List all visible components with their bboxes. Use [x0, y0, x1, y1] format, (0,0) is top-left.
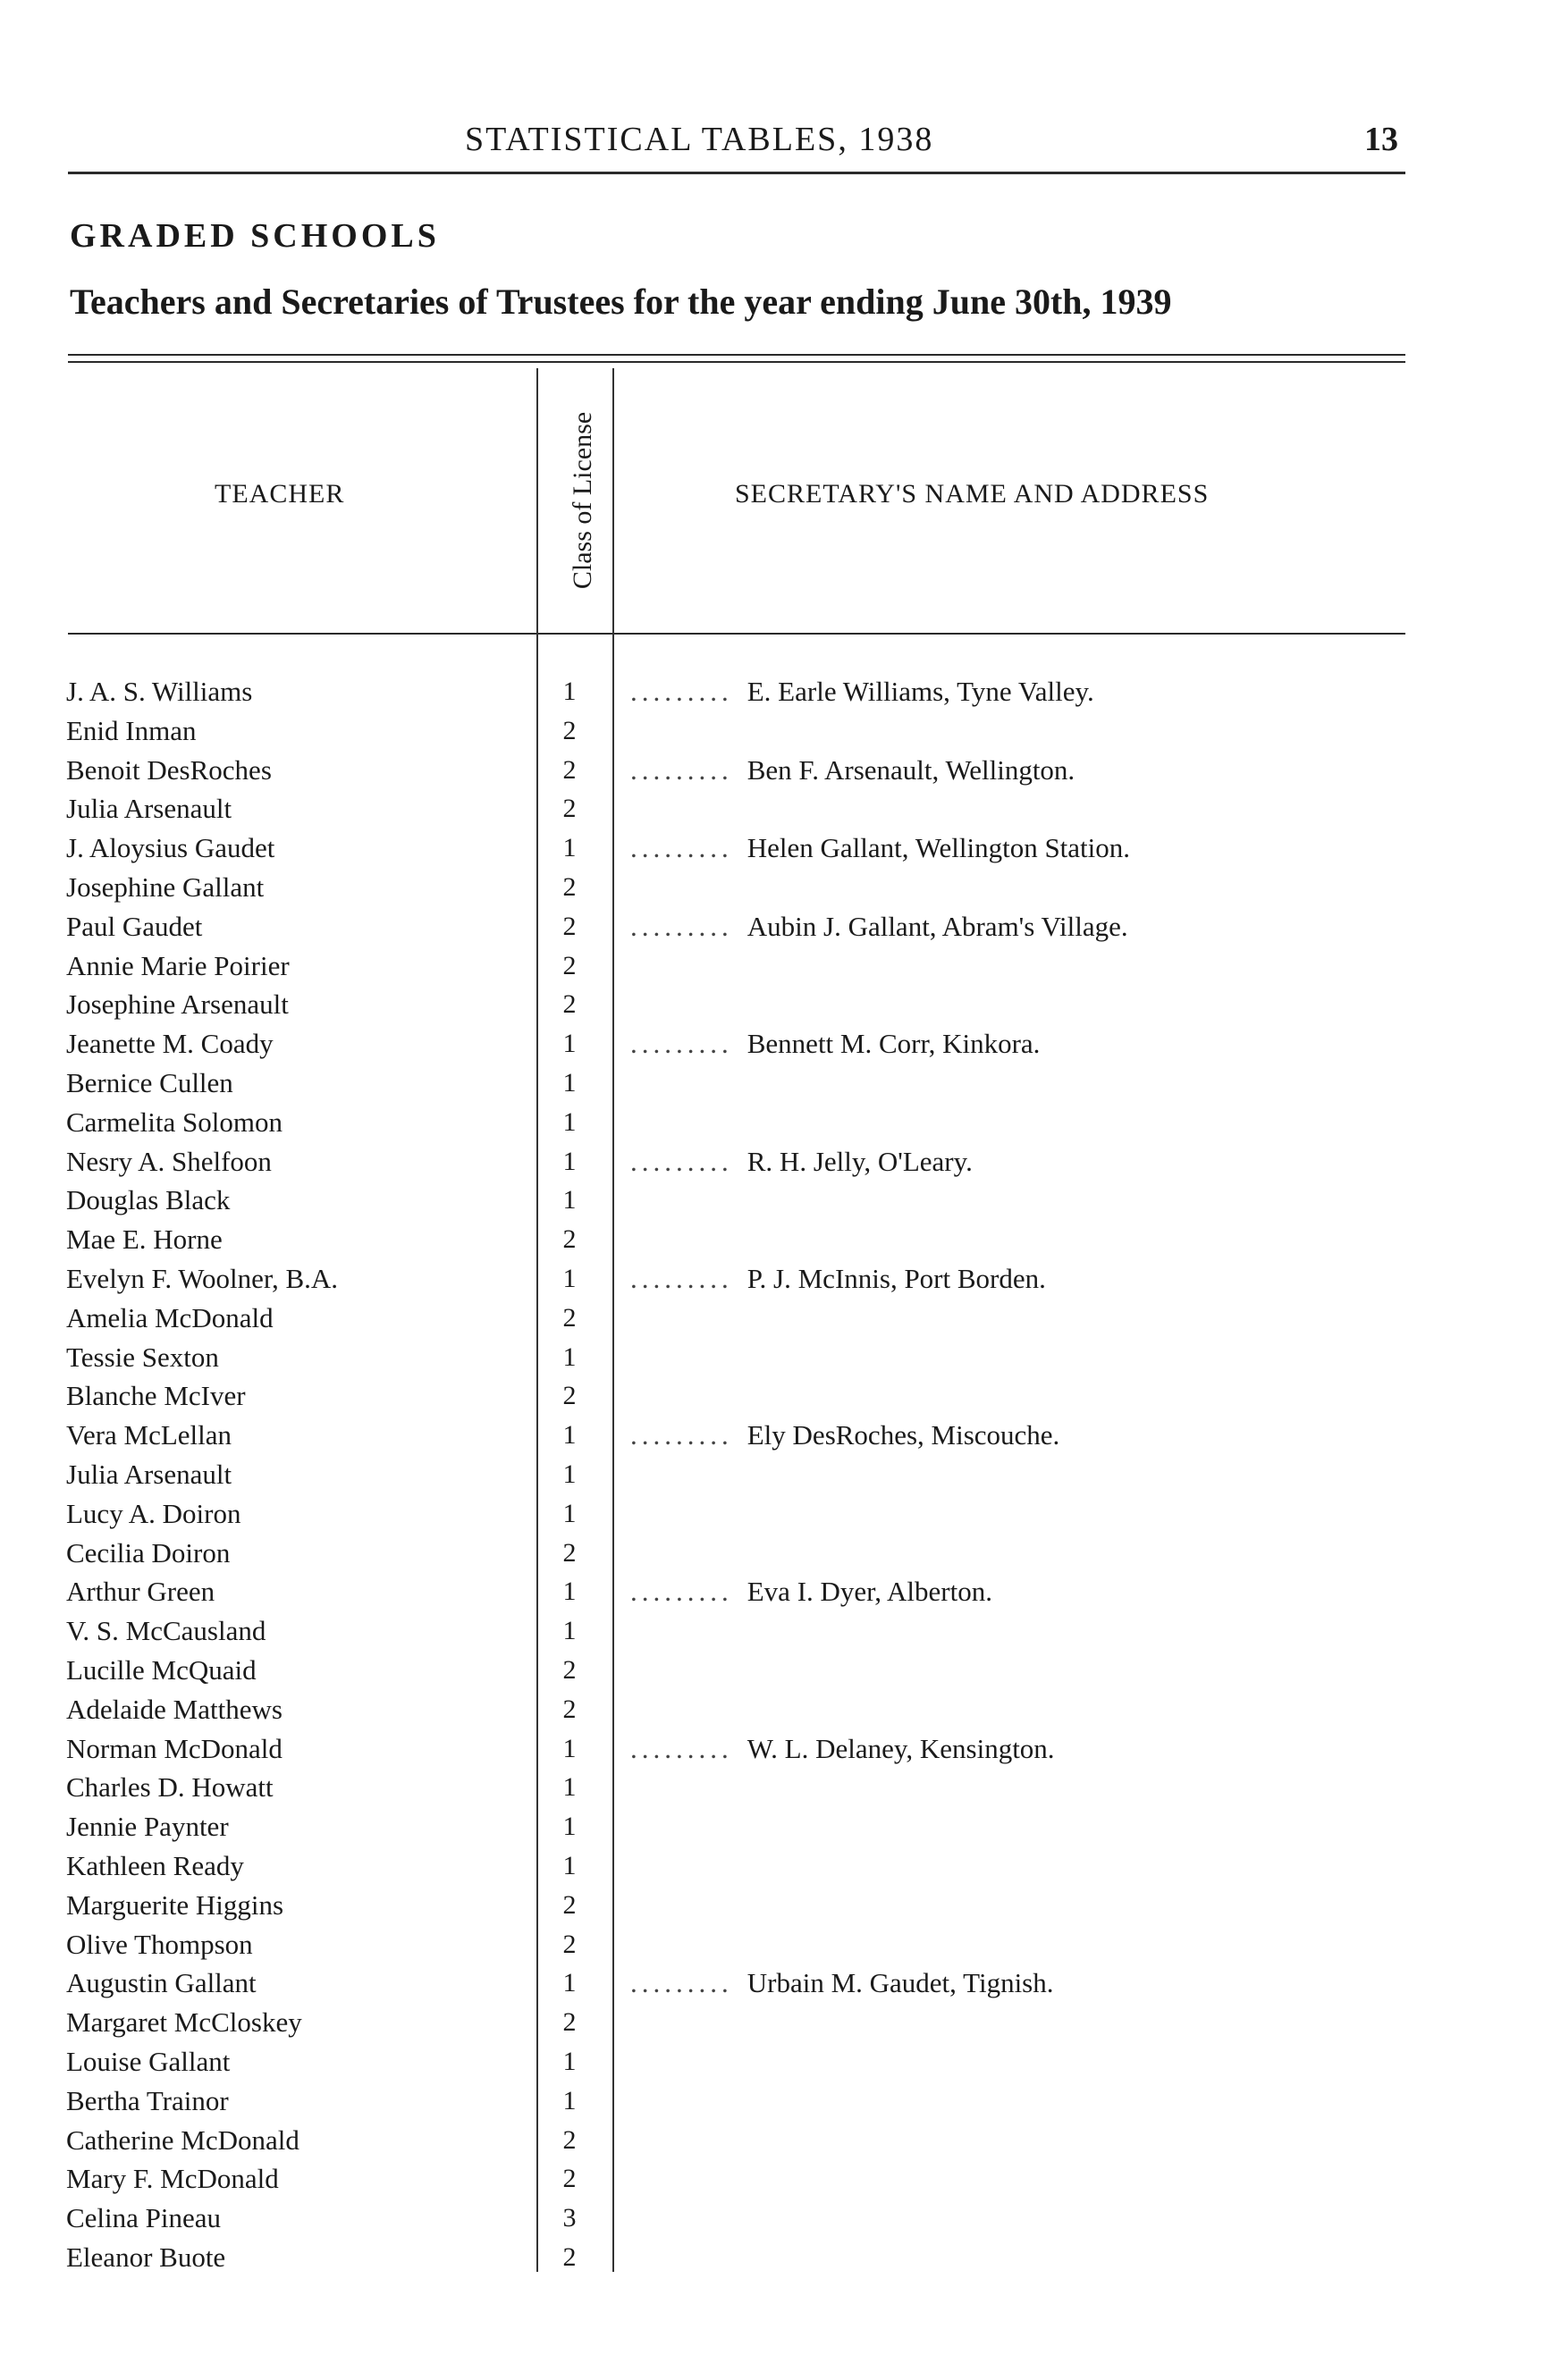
teacher-name-cell [66, 985, 522, 1024]
table-row [0, 1690, 1552, 1729]
teacher-name: Lucille McQuaid [66, 1654, 262, 1686]
secretary-name-address: R. H. Jelly, O'Leary. [746, 1145, 973, 1177]
teacher-name: Nesry A. Shelfoon [66, 1146, 277, 1177]
table-row [0, 1611, 1552, 1651]
teacher-name: Augustin Gallant [66, 1967, 262, 1998]
teacher-name-cell [66, 1024, 522, 1064]
teacher-name-cell [66, 1572, 522, 1611]
teacher-name: J. A. S. Williams [66, 676, 257, 707]
teacher-name: Arthur Green [66, 1576, 220, 1607]
teacher-name: Jeanette M. Coady [66, 1028, 279, 1059]
teacher-name: Annie Marie Poirier [66, 950, 295, 981]
license-class: 1 [562, 1616, 577, 1646]
secretary-cell [630, 1729, 1055, 1769]
running-title: STATISTICAL TABLES, 1938 [465, 121, 934, 158]
table-row [0, 2121, 1552, 2160]
leader-dots: ......... [630, 1419, 733, 1451]
secretary-cell [630, 1964, 1054, 2003]
license-class: 1 [562, 1068, 577, 1097]
teacher-name-cell [66, 1651, 522, 1690]
teacher-name-cell [66, 1064, 522, 1103]
section-subtitle: Teachers and Secretaries of Trustees for the year ending June 30th, 1939 [70, 282, 1172, 322]
secretary-name-address: P. J. McInnis, Port Borden. [746, 1263, 1046, 1294]
teacher-name: J. Aloysius Gaudet [66, 832, 280, 863]
leader-dots: ......... [630, 753, 733, 786]
secretary-cell [630, 1142, 973, 1182]
leader-dots: ......... [630, 910, 733, 942]
license-class: 2 [562, 1537, 577, 1568]
teacher-name: Bertha Trainor [66, 2085, 234, 2116]
secretary-name-address: E. Earle Williams, Tyne Valley. [746, 676, 1094, 707]
secretary-name-address: Urbain M. Gaudet, Tignish. [746, 1967, 1054, 1999]
license-class: 2 [562, 1302, 577, 1333]
license-class: 1 [562, 1968, 577, 1998]
column-header-class-of-license-label: Class of License [568, 411, 597, 590]
table-row [0, 946, 1552, 986]
table-row [0, 789, 1552, 828]
license-class: 1 [562, 1459, 577, 1489]
license-class: 1 [562, 1420, 577, 1451]
teacher-name: Cecilia Doiron [66, 1537, 235, 1568]
license-class: 2 [562, 1694, 577, 1724]
license-class: 2 [562, 1224, 577, 1255]
secretary-name-address: Ely DesRoches, Miscouche. [746, 1419, 1060, 1451]
teacher-name-cell [66, 1807, 522, 1846]
teacher-name: Mary F. McDonald [66, 2163, 284, 2194]
teacher-name: Lucy A. Doiron [66, 1498, 246, 1529]
secretary-cell [630, 1259, 1046, 1299]
leader-dots: ......... [630, 676, 733, 707]
table-row [0, 2042, 1552, 2081]
teacher-name: Julia Arsenault [66, 1459, 237, 1490]
teacher-name: Olive Thompson [66, 1929, 258, 1960]
license-class: 2 [562, 1381, 577, 1411]
table-row [0, 1259, 1552, 1299]
leader-dots: ......... [630, 1028, 733, 1060]
teacher-name: Charles D. Howatt [66, 1771, 279, 1803]
table-row [0, 985, 1552, 1024]
teacher-name: Paul Gaudet [66, 911, 207, 942]
license-class: 1 [562, 1185, 577, 1215]
teacher-name-cell [66, 946, 522, 986]
teacher-name-cell [66, 1925, 522, 1964]
secretary-name-address: Aubin J. Gallant, Abram's Village. [746, 910, 1128, 942]
table-row [0, 672, 1552, 711]
license-class: 2 [562, 2007, 577, 2038]
teacher-name-cell [66, 751, 522, 790]
license-class: 1 [562, 1106, 577, 1137]
teacher-name-cell [66, 2081, 522, 2121]
teacher-name: Blanche McIver [66, 1380, 251, 1411]
license-class: 2 [562, 794, 577, 824]
teacher-name: Celina Pineau [66, 2202, 226, 2233]
teacher-name-cell [66, 1534, 522, 1573]
table-row [0, 2159, 1552, 2199]
license-class: 1 [562, 1498, 577, 1528]
leader-dots: ......... [630, 1263, 733, 1294]
table-row [0, 2081, 1552, 2121]
teacher-name: Marguerite Higgins [66, 1889, 289, 1921]
secretary-name-address: W. L. Delaney, Kensington. [746, 1732, 1055, 1764]
table-row [0, 1651, 1552, 1690]
license-class: 1 [562, 1772, 577, 1803]
license-class: 2 [562, 754, 577, 785]
teacher-name-cell [66, 2121, 522, 2160]
license-class: 2 [562, 2124, 577, 2155]
teacher-name-cell [66, 868, 522, 907]
secretary-cell [630, 1024, 1040, 1064]
leader-dots: ......... [630, 1967, 733, 1999]
teacher-name: Julia Arsenault [66, 793, 237, 824]
column-header-secretary: SECRETARY'S NAME AND ADDRESS [735, 479, 1210, 509]
leader-dots: ......... [630, 1732, 733, 1764]
teacher-name: Jennie Paynter [66, 1811, 234, 1842]
table-row [0, 1964, 1552, 2003]
teacher-name: Kathleen Ready [66, 1850, 249, 1881]
teacher-name: Amelia McDonald [66, 1302, 279, 1333]
table-row [0, 868, 1552, 907]
license-class: 2 [562, 2242, 577, 2272]
table-row [0, 1416, 1552, 1455]
teacher-name: Louise Gallant [66, 2046, 235, 2077]
teacher-name-cell [66, 1376, 522, 1416]
teacher-name: Norman McDonald [66, 1733, 288, 1764]
license-class: 2 [562, 1929, 577, 1959]
teacher-name-cell [66, 1964, 522, 2003]
header-bottom-rule [68, 633, 1405, 635]
teacher-name: V. S. McCausland [66, 1615, 271, 1646]
teacher-name-cell [66, 907, 522, 946]
license-class: 2 [562, 872, 577, 902]
teacher-name-cell [66, 2003, 522, 2042]
license-class: 1 [562, 1851, 577, 1880]
teacher-name-cell [66, 672, 522, 711]
license-class: 2 [562, 2164, 577, 2194]
table-row [0, 828, 1552, 868]
license-class: 1 [562, 1341, 577, 1372]
table-row [0, 1220, 1552, 1259]
table-row [0, 1886, 1552, 1925]
secretary-name-address: Helen Gallant, Wellington Station. [746, 832, 1131, 864]
license-class: 1 [562, 1146, 577, 1176]
license-class: 2 [562, 911, 577, 941]
teacher-name: Catherine McDonald [66, 2124, 305, 2156]
table-row [0, 1064, 1552, 1103]
secretary-name-address: Ben F. Arsenault, Wellington. [746, 753, 1075, 786]
secretary-cell [630, 672, 1094, 711]
teacher-name-cell [66, 1690, 522, 1729]
teacher-name-cell [66, 1299, 522, 1338]
table-row [0, 751, 1552, 790]
license-class: 1 [562, 1577, 577, 1607]
table-row [0, 1729, 1552, 1769]
teacher-name: Josephine Arsenault [66, 988, 294, 1020]
table-row [0, 1534, 1552, 1573]
teacher-name-cell [66, 1142, 522, 1182]
table-top-rule [68, 354, 1405, 356]
teacher-name: Tessie Sexton [66, 1341, 224, 1373]
license-class: 3 [562, 2203, 577, 2233]
header-rule [68, 172, 1405, 174]
license-class: 2 [562, 950, 577, 980]
teacher-name: Mae E. Horne [66, 1224, 228, 1255]
teacher-name: Josephine Gallant [66, 871, 269, 903]
table-row [0, 1494, 1552, 1534]
table-row [0, 1768, 1552, 1807]
teacher-name: Bernice Cullen [66, 1067, 239, 1098]
teacher-name: Margaret McCloskey [66, 2006, 308, 2038]
license-class: 2 [562, 1889, 577, 1920]
teacher-name: Benoit DesRoches [66, 754, 277, 786]
teacher-name: Enid Inman [66, 715, 202, 746]
teacher-name: Carmelita Solomon [66, 1106, 288, 1138]
table-row [0, 1103, 1552, 1142]
teacher-name-cell [66, 1886, 522, 1925]
teacher-name-cell [66, 828, 522, 868]
table-row [0, 1299, 1552, 1338]
secretary-cell [630, 751, 1075, 790]
table-row [0, 1572, 1552, 1611]
teacher-name-cell [66, 1846, 522, 1886]
leader-dots: ......... [630, 1145, 733, 1177]
table-row [0, 711, 1552, 751]
teacher-name-cell [66, 1729, 522, 1769]
teacher-name-cell [66, 1611, 522, 1651]
page-number: 13 [1364, 121, 1398, 158]
table-row [0, 1338, 1552, 1377]
table-row [0, 1807, 1552, 1846]
table-row [0, 1925, 1552, 1964]
teacher-name-cell [66, 2238, 522, 2277]
license-class: 1 [562, 1264, 577, 1293]
table-row [0, 2199, 1552, 2238]
teacher-name-cell [66, 2199, 522, 2238]
secretary-cell [630, 907, 1128, 946]
teacher-name-cell [66, 1455, 522, 1494]
teacher-name: Eleanor Buote [66, 2241, 231, 2273]
teacher-name-cell [66, 1338, 522, 1377]
teacher-name: Douglas Black [66, 1184, 235, 1215]
table-row [0, 1142, 1552, 1182]
secretary-cell [630, 1416, 1059, 1455]
table-row [0, 1455, 1552, 1494]
license-class: 1 [562, 1029, 577, 1059]
secretary-name-address: Eva I. Dyer, Alberton. [746, 1576, 992, 1608]
license-class: 1 [562, 2047, 577, 2076]
teacher-name-cell [66, 1416, 522, 1455]
teacher-name-cell [66, 1220, 522, 1259]
license-class: 2 [562, 989, 577, 1020]
teacher-name: Adelaide Matthews [66, 1694, 288, 1725]
teacher-name-cell [66, 1181, 522, 1220]
teacher-name-cell [66, 1103, 522, 1142]
teacher-name: Vera McLellan [66, 1419, 237, 1451]
teacher-name-cell [66, 711, 522, 751]
table-row [0, 2238, 1552, 2277]
table-top-rule-2 [68, 361, 1405, 363]
teacher-name-cell [66, 1768, 522, 1807]
table-row [0, 1181, 1552, 1220]
teacher-name-cell [66, 789, 522, 828]
license-class: 1 [562, 1812, 577, 1842]
license-class: 1 [562, 1733, 577, 1763]
column-header-teacher: TEACHER [215, 479, 345, 509]
license-class: 1 [562, 833, 577, 863]
leader-dots: ......... [630, 1576, 733, 1608]
teacher-name: Evelyn F. Woolner, B.A. [66, 1263, 343, 1294]
teacher-name-cell [66, 2042, 522, 2081]
table-row [0, 1376, 1552, 1416]
license-class: 1 [562, 677, 577, 706]
license-class: 1 [562, 2085, 577, 2115]
table-row [0, 1846, 1552, 1886]
license-class: 2 [562, 1655, 577, 1685]
section-title: GRADED SCHOOLS [70, 217, 440, 255]
secretary-cell [630, 1572, 992, 1611]
table-row [0, 907, 1552, 946]
column-header-class-of-license [568, 411, 597, 590]
leader-dots: ......... [630, 832, 733, 864]
teacher-name-cell [66, 1494, 522, 1534]
secretary-cell [630, 828, 1130, 868]
teacher-name-cell [66, 1259, 522, 1299]
teacher-name-cell [66, 2159, 522, 2199]
table-row [0, 1024, 1552, 1064]
table-row [0, 2003, 1552, 2042]
secretary-name-address: Bennett M. Corr, Kinkora. [746, 1028, 1041, 1060]
license-class: 2 [562, 715, 577, 745]
